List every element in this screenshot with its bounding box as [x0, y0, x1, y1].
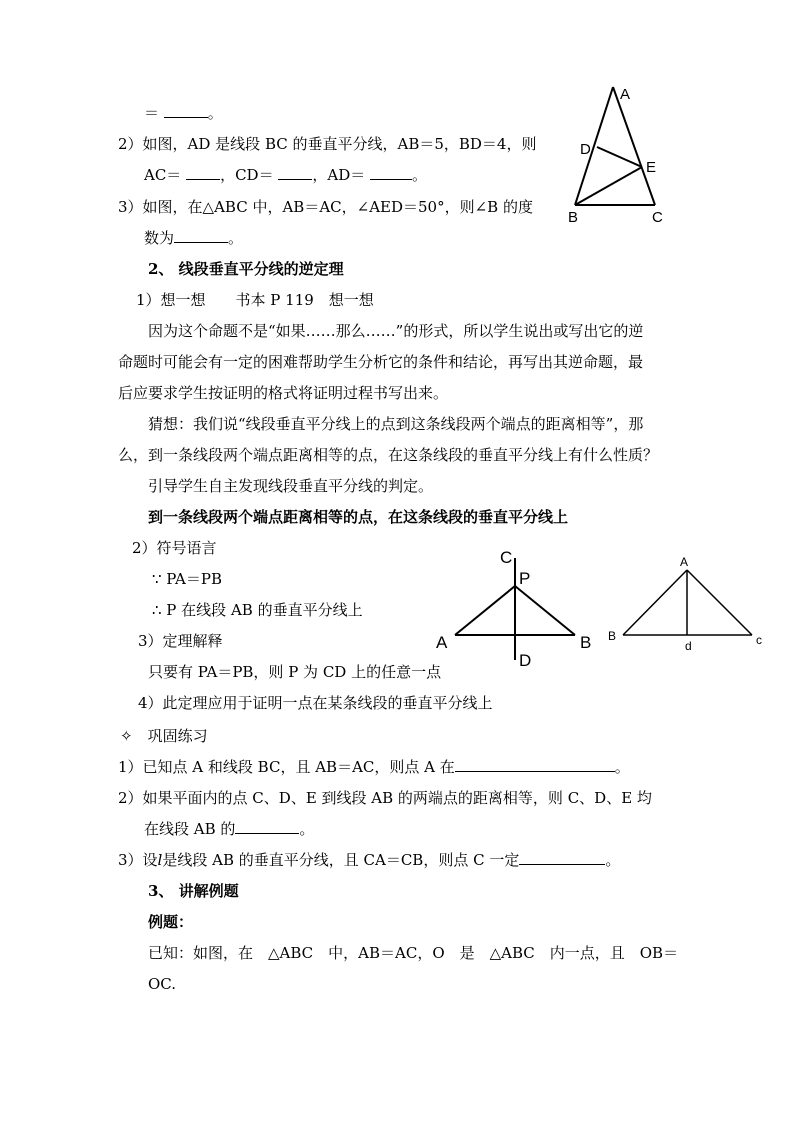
section3-title: 3、 讲解例题 [148, 882, 239, 900]
figure-triangle-abc-de [560, 82, 680, 227]
para3: 引导学生自主发现线段垂直平分线的判定。 [148, 477, 434, 495]
therefore-line: ∴ P 在线段 AB 的垂直平分线上 [152, 601, 363, 619]
label-c: C [652, 209, 663, 226]
practice-q2-line2: 在线段 AB 的 。 [144, 820, 315, 838]
q3-line2: 数为 。 [144, 229, 244, 247]
answer-blank-ac[interactable] [186, 165, 220, 180]
answer-blank-p3[interactable] [519, 850, 605, 865]
theorem-statement: 到一条线段两个端点距离相等的点，在这条线段的垂直平分线上 [148, 508, 569, 526]
label-e: E [646, 159, 657, 176]
para2-line2: 么，到一条线段两个端点距离相等的点，在这条线段的垂直平分线上有什么性质？ [118, 446, 659, 464]
answer-blank-angle[interactable] [174, 228, 228, 243]
segment-ab [623, 570, 687, 635]
answer-blank[interactable] [164, 103, 208, 118]
label-d: d [685, 639, 692, 653]
q3-line1: 3）如图，在△ABC 中，AB＝AC，∠AED＝50°，则∠B 的度 [118, 198, 533, 216]
figure-perpendicular-bisector [430, 540, 610, 675]
label-c: c [756, 633, 762, 647]
label-c: C [500, 548, 513, 567]
example-label: 例题： [148, 913, 194, 931]
para1-line1: 因为这个命题不是“如果……那么……”的形式，所以学生说出或写出它的逆 [148, 322, 644, 340]
q2-line2: AC＝ ，CD＝ ，AD＝ 。 [144, 166, 428, 184]
label-d: D [519, 651, 532, 670]
para1-line2: 命题时可能会有一定的困难帮助学生分析它的条件和结论，再写出其逆命题，最 [118, 353, 644, 371]
given-line2: OC. [148, 975, 177, 993]
label-b: B [580, 633, 592, 652]
label-b: B [608, 629, 617, 643]
label-p: P [519, 569, 531, 588]
think-line: 1）想一想 书本 P 119 想一想 [136, 291, 374, 309]
label-a: A [436, 633, 448, 652]
answer-blank-cd[interactable] [278, 165, 312, 180]
practice-q1: 1）已知点 A 和线段 BC，且 AB＝AC，则点 A 在 。 [118, 758, 630, 776]
figure-isosceles-altitude [605, 552, 770, 657]
symbol-language: 2）符号语言 [132, 539, 217, 557]
segment-ac [687, 570, 752, 635]
theorem-explain-text: 只要有 PA＝PB，则 P 为 CD 上的任意一点 [148, 663, 442, 681]
because-line: ∵ PA＝PB [152, 570, 222, 588]
theorem-explain-title: 3）定理解释 [138, 632, 223, 650]
q1-answer-line: ＝ 。 [144, 104, 223, 122]
label-a: A [680, 555, 689, 569]
segment-pb [515, 586, 575, 635]
q2-line1: 2）如图，AD 是线段 BC 的垂直平分线，AB＝5，BD＝4，则 [118, 135, 537, 153]
practice-title: ✧ 巩固练习 [120, 727, 208, 745]
answer-blank-p2[interactable] [235, 819, 299, 834]
answer-blank-ad[interactable] [370, 165, 412, 180]
para2-line1: 猜想：我们说“线段垂直平分线上的点到这条线段两个端点的距离相等”，那 [148, 415, 644, 433]
practice-q2-line1: 2）如果平面内的点 C、D、E 到线段 AB 的两端点的距离相等，则 C、D、E 均 [118, 789, 652, 807]
label-b: B [568, 209, 579, 226]
label-d: D [580, 141, 591, 158]
given-line1: 已知：如图，在 △ABC 中，AB＝AC，O 是 △ABC 内一点，且 OB＝ [148, 944, 679, 962]
segment-ac [613, 87, 655, 205]
theorem-application: 4）此定理应用于证明一点在某条线段的垂直平分线上 [138, 694, 493, 712]
practice-q3: 3）设l是线段 AB 的垂直平分线，且 CA＝CB，则点 C 一定 。 [118, 851, 621, 869]
label-a: A [620, 86, 631, 103]
para1-line3: 后应要求学生按证明的格式将证明过程书写出来。 [118, 384, 449, 402]
section2-title: 2、 线段垂直平分线的逆定理 [148, 260, 344, 278]
segment-pa [455, 586, 515, 635]
answer-blank-p1[interactable] [455, 757, 615, 772]
